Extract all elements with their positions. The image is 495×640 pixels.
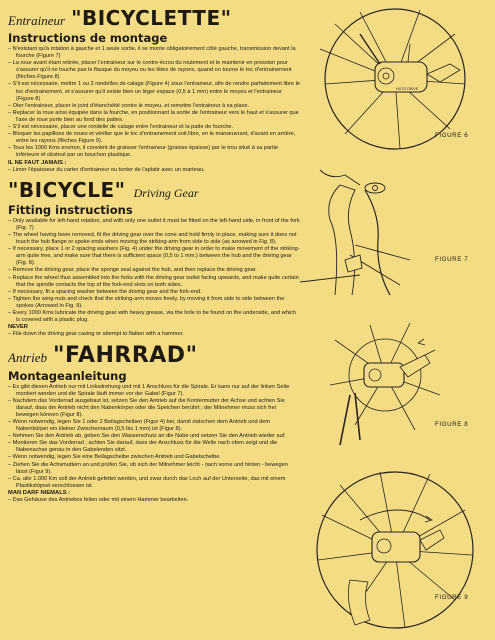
never-list [8,331,300,338]
never-label: IL NE FAUT JAMAIS : [8,159,67,166]
list-item: – If necessary, fit a spacing washer between the driving gear and the fork-end. [8,289,300,296]
section-heading: Montageanleitung [8,368,127,383]
section-title-row [8,343,300,368]
list-item: – Das Gehäuse des Antriebes feilen oder mit einem Hammer bearbeiten. [8,497,300,504]
section-title: "BICYCLE" [8,177,126,202]
list-item: – Ziehen Sie die Achsmuttern an und prüfen Sie, ob sich der Mitnehmer leicht - nach vorne und hinten - bewegen lässt (Figur 9). [8,462,300,476]
list-item: – Tous les 1000 Kms environ, il convient de graisser l'entraineur (graisse épaisse) par le trou situé à sa partie inférieure et obstrué par un bouchon plastique. [8,145,300,159]
section-title-row [8,6,300,30]
section-french [8,6,300,174]
instruction-list [8,46,300,160]
list-item: – Replacer la roue ainsi équipée dans la fourche, en positionnant la sortie de l'entraineur vers le haut et s'assurer que l'axe de roue porte bien au fond des pattes. [8,110,300,124]
list-item: – S'il est nécessaire, mettre 1 ou 2 rondelles de calage (Figure 4) sous l'entraineur, afin de rendre parfaitement libre le toc d'entrainement, et s'assurer qu'il existe bien un léger espace (0,5 à 1 mm) entre le moyeu et l'entraineur (Figure 8) [8,81,300,102]
figure-9-label: FIGURE 9 [435,594,469,601]
never-list [8,167,300,174]
figure-7-label: FIGURE 7 [435,256,469,263]
section-german [8,343,300,505]
list-item: – Every 1000 Kms lubricate the driving gear with heavy grease, via the hole to be found on the underside, and which is covered with a plastic plug. [8,310,300,324]
instructions-column [8,6,300,504]
list-item: – Oter l'entraineur, placer le joint d'étanchéité contre le moyeu, et remettre l'entraineur à sa place. [8,103,300,110]
list-item: – File down the driving gear casing or attempt to flatten with a hammer. [8,331,300,338]
list-item: – Bloquer les papillons de roues et vérifier que le toc d'entrainement soit libre, en le manœuvrant, d'avant en arrière, entre les rayons (flèches Figure 9). [8,131,300,145]
gear-brand-label: HUTO DRIVE [396,87,419,91]
section-prefix: Entraineur [8,13,66,28]
list-item: – Ca. alle 1.000 Km soll der Antrieb gefettet werden, und zwar durch das Loch auf der Unterseite, das mit einem Plastikstöpsel verschlossen ist. [8,476,300,490]
instruction-list [8,384,300,490]
figure-7-illustration [300,160,495,300]
section-title: "FAHRRAD" [53,342,198,368]
never-label: MAN DARF NIEMALS : [8,489,71,496]
list-item: – The wheel having been removed, fit the driving gear over the cone and hold firmly in place, making sure it does not touch the hub flange or spoke ends when moving the striking-arm from side to side (as arrowed in Fig. 8). [8,232,300,246]
figure-8-illustration [300,315,495,455]
list-item: – Wenn notwendig, legen Sie eine Beilagscheibe zwischen Antrieb und Gabelscheibe. [8,454,300,461]
section-suffix: Driving Gear [133,185,199,200]
section-title: "BICYCLETTE" [71,6,232,30]
instruction-list [8,218,300,324]
list-item: – Tighten the wing-nuts and check that the striking-arm moves freely, by moving it from side to side between the spokes (Arrowed in Fig. 9). [8,296,300,310]
list-item: – N'existant qu'à rotation à gauche et 1 seule sortie, il se monte obligatoirement côté gauche, transmission devant la fourche (Figure 7) [8,46,300,60]
list-item: – Remove the driving gear, place the sponge seal against the hub, and then replace the driving gear. [8,267,300,274]
list-item: – Es gibt diesen Antrieb nur mit Linksdrehung und mit 1 Anschluss für die Spirale. Er kann nur auf der linken Seite montiert werden und die Spirale läuft immer vor der Gabel (Figur 7). [8,384,300,398]
section-prefix: Antrieb [8,349,47,365]
figure-6-label: FIGURE 6 [435,132,469,139]
figure-9-illustration [300,460,495,635]
figures-column [300,0,495,640]
list-item: – Montieren Sie das Vorderrad ; achten Sie darauf, dass der Anschluss für die Welle nach oben zeigt und die Nabenachse genau in den Gabelenden sitzt. [8,440,300,454]
list-item: – Only available for left-hand rotation, and with only one outlet it must be fitted on the left-hand side, in front of the fork (Fig. 7) [8,218,300,232]
list-item: – Nehmen Sie den Antrieb ab, geben Sie den Wasserschutz an die Nabe und setzen Sie den Antrieb wieder auf. [8,433,300,440]
never-list [8,497,300,504]
figure-8-label: FIGURE 8 [435,421,469,428]
section-heading: Fitting instructions [8,202,133,217]
list-item: – Limer l'épaisseur du carter d'entraineur ou tenter de l'aplatir avec un marteau. [8,167,300,174]
list-item: – S'il est nécessaire, placer une rondelle de calage entre l'entraineur et la patte de fourche. [8,124,300,131]
list-item: – La roue avant étant retirée, placer l'entraineur sur le contre-écrou du roulement et le maintenir en pression pour s'assurer qu'il ne touche pas le flasque du moyeu ou les têtes de rayons, quand on tourne le toc d'entrainement (flèches Figure 8) [8,60,300,81]
list-item: – Nachdem das Vorderrad ausgebaut ist, setzen Sie den Antrieb auf die Kontermutter der Achse und achten Sie darauf, dass der Antrieb nicht den Nabenkörper oder die Speichen berührt ; der Mitnehmer muss sich frei bewegen können (Figur 8). [8,398,300,419]
list-item: – If necessary, place 1 or 2 spacing washers (Fig. 4) under the driving gear in order to make movement of the striking-arm quite free, and make sure that there is sufficient space (0,5 to 1 mm.) between the hub and the driving gear (Fig. 8). [8,246,300,267]
section-english [8,178,300,339]
list-item: – Replace the wheel thus assembled into the forks with the driving gear outlet facing upwards, and make quite certain that the spindle contacts the top of the fork-end slots on both sides. [8,275,300,289]
list-item: – Wenn notwendig, legen Sie 1 oder 2 Beilagscheiben (Figur 4) bei, damit zwischen dem Antrieb und dem Nabenkörper ein kleiner Zwischenraum (0,5 bis 1 mm) ist (Figur 8). [8,419,300,433]
section-title-row [8,178,300,202]
section-heading: Instructions de montage [8,31,168,45]
never-label: NEVER [8,324,28,331]
